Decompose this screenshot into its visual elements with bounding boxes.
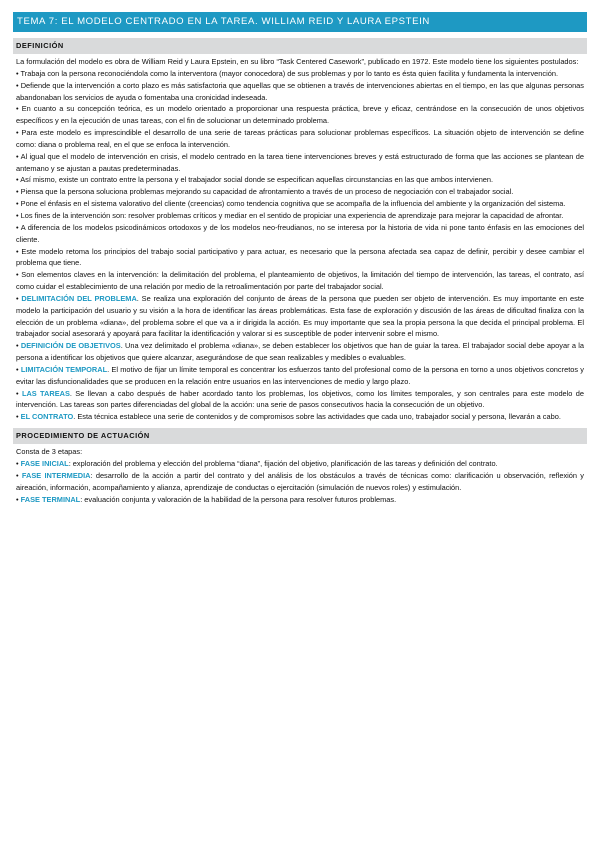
highlight-term: FASE INICIAL: [20, 459, 69, 468]
highlight-term: FASE INTERMEDIA: [21, 470, 91, 480]
bullet-item: • Así mismo, existe un contrato entre la persona y el trabajador social donde se especifican aquellas circunstancias en las que ambos intervienen.: [16, 175, 494, 185]
highlight-term: LAS TAREAS: [21, 388, 70, 398]
key-elements-list: [16, 293, 584, 423]
bullet-item: • Son elementos claves en la intervención: la delimitación del problema, el planteamiento de objetivos, la limitación del tiempo de intervención, las tareas, el contrato, así como cuidar el establecimiento de una relación por medio de la retroalimentación por parte del trabajador social.: [16, 270, 584, 292]
bullet-item: • En cuanto a su concepción teórica, es un modelo orientado a proporcionar una respuesta práctica, breve y eficaz, centrándose en la consecución de unos objetivos específicos y en la ejecución de unas tareas, con el fin de solucionar un determinado problema.: [16, 104, 584, 126]
item-text: . Esta técnica establece una serie de contenidos y de compromisos sobre las actividades que cada uno, trabajador social y persona, llevarán a cabo.: [73, 412, 561, 422]
document-title: TEMA 7: EL MODELO CENTRADO EN LA TAREA. WILLIAM REID Y LAURA EPSTEIN: [13, 12, 587, 32]
phases-list: [16, 458, 584, 505]
bullet-item: • Pone el énfasis en el sistema valorativo del cliente (creencias) como tendencia cognitiva que se acompaña de la influencia del ambiente y la organización del sistema.: [16, 199, 566, 209]
bullet-marker: •: [16, 494, 21, 504]
section-heading-definicion: DEFINICIÓN: [13, 38, 587, 54]
item-text: : exploración del problema y elección del problema “diana”, fijación del objetivo, planificación de las tareas y definición del contrato.: [68, 459, 498, 468]
keyed-item: [16, 411, 584, 423]
bullet-marker: •: [16, 293, 22, 303]
document-page: [13, 12, 587, 505]
keyed-item: [16, 470, 584, 494]
highlight-term: DEFINICIÓN DE OBJETIVOS: [20, 341, 121, 351]
bullet-marker: •: [16, 470, 22, 480]
bullet-item: • Este modelo retoma los principios del trabajo social participativo y para actuar, es necesario que la persona afectada sea capaz de definir, percibir y desee cambiar el problema que tiene.: [16, 246, 584, 268]
highlight-term: LIMITACIÓN TEMPORAL: [20, 364, 108, 374]
keyed-item: [16, 364, 584, 388]
bullet-item: • Al igual que el modelo de intervención en crisis, el modelo centrado en la tarea tiene intervenciones breves y está estructurado de forma que las acciones se plantean de antemano y se ajustan a pautas predeterminadas.: [16, 151, 584, 173]
bullet-item: • Piensa que la persona soluciona problemas mejorando su capacidad de afrontamiento a través de un proceso de negociación con el trabajador social.: [16, 187, 514, 197]
bullet-item: • Para este modelo es imprescindible el desarrollo de una serie de tareas prácticas para solucionar problemas específicos. La situación objeto de intervención se define como: diana o problema real, en el que se enfoca la intervención.: [16, 128, 584, 149]
bullet-marker: •: [16, 364, 21, 374]
keyed-item: [16, 293, 584, 340]
keyed-item: [16, 458, 584, 470]
item-text: . El motivo de fijar un límite temporal es concentrar los esfuerzos tanto del profesional como de la persona en torno a unos objetivos concretos y evitar las disfuncionalidades que se producen en la relación entre usuarios en las intervenciones de medio y largo plazo.: [16, 364, 584, 386]
bullet-item: • A diferencia de los modelos psicodinámicos ortodoxos y de los modelos neo-freudianos, no se interesa por la historia de vida ni pone tanto énfasis en las emociones del cliente.: [16, 222, 584, 244]
bullet-marker: •: [16, 412, 21, 422]
keyed-item: [16, 340, 584, 364]
bullet-item: • Trabaja con la persona reconociéndola como la interventora (mayor conocedora) de sus problemas y por lo tanto es ésta quien facilita y fundamenta la intervención.: [16, 68, 558, 78]
keyed-item: [16, 494, 584, 506]
highlight-term: EL CONTRATO: [20, 412, 74, 422]
highlight-term: DELIMITACIÓN DEL PROBLEMA: [21, 293, 137, 303]
bullet-item: • Los fines de la intervención son: resolver problemas críticos y mediar en el sentido de propiciar una experiencia de aprendizaje para mejorar la capacidad de afrontar.: [16, 210, 564, 220]
highlight-term: FASE TERMINAL: [20, 494, 81, 504]
item-text: . Se realiza una exploración del conjunto de áreas de la persona que pueden ser objeto de intervención. Es muy importante en este modelo la participación del usuario y su visión a la hora de identificar las áreas problemáticas. Esta fase de exploración y discusión de las áreas de dificultad finaliza con la elección de un problema «diana», del problema sobre el que va a ir dirigida la acción. Es muy importante que sea la propia persona la que decida el principal problema. El trabajador social asesorará y apoyará para facilitar la identificación y valorar si es susceptible de poder intervenir sobre el mismo.: [16, 293, 584, 339]
bullet-marker: •: [16, 388, 22, 398]
bullet-marker: •: [16, 459, 21, 468]
postulates-list: [16, 68, 584, 293]
section-body-definicion: [13, 54, 587, 423]
section-body-procedimiento: [13, 444, 587, 505]
section-heading-procedimiento: PROCEDIMIENTO DE ACTUACIÓN: [13, 428, 587, 444]
item-text: . Una vez delimitado el problema «diana», se deben establecer los objetivos que han de guiar la tarea. El trabajador social debe apoyar a la persona a identificar los objetivos que quiere alcanzar, asegurándose de que sean realizables y medibles o evaluables.: [16, 341, 584, 363]
item-text: : evaluación conjunta y valoración de la habilidad de la persona para resolver futuros problemas.: [80, 494, 397, 504]
item-text: . Se llevan a cabo después de haber acordado tanto los problemas, los objetivos, como los límites temporales, y son centrales para este modelo de intervención. Las tareas son partes diferenciadas del global de la acción: una serie de pasos consecutivos hacia la consecución de un objetivo.: [16, 388, 584, 410]
keyed-item: [16, 388, 584, 412]
intro-paragraph: Consta de 3 etapas:: [16, 447, 83, 457]
bullet-marker: •: [16, 341, 21, 351]
bullet-item: • Defiende que la intervención a corto plazo es más satisfactoria que aquellas que se obtienen a través de intervenciones abiertas en el tiempo, en las que algunas personas abandonaban los servicios de ayuda o fomentaba una cronicidad indeseada.: [16, 80, 584, 102]
intro-paragraph: La formulación del modelo es obra de William Reid y Laura Epstein, en su libro “Task Centered Casework”, publicado en 1972. Este modelo tiene los siguientes postulados:: [16, 57, 579, 66]
item-text: : desarrollo de la acción a partir del contrato y del análisis de los obstáculos a través de técnicas como: clarificación u observación, reflexión y aireación, información, acompañamiento y alianza, aprendizaje de conductas o ejercitación (simulación de nuevos roles) y estimulación.: [16, 470, 585, 492]
